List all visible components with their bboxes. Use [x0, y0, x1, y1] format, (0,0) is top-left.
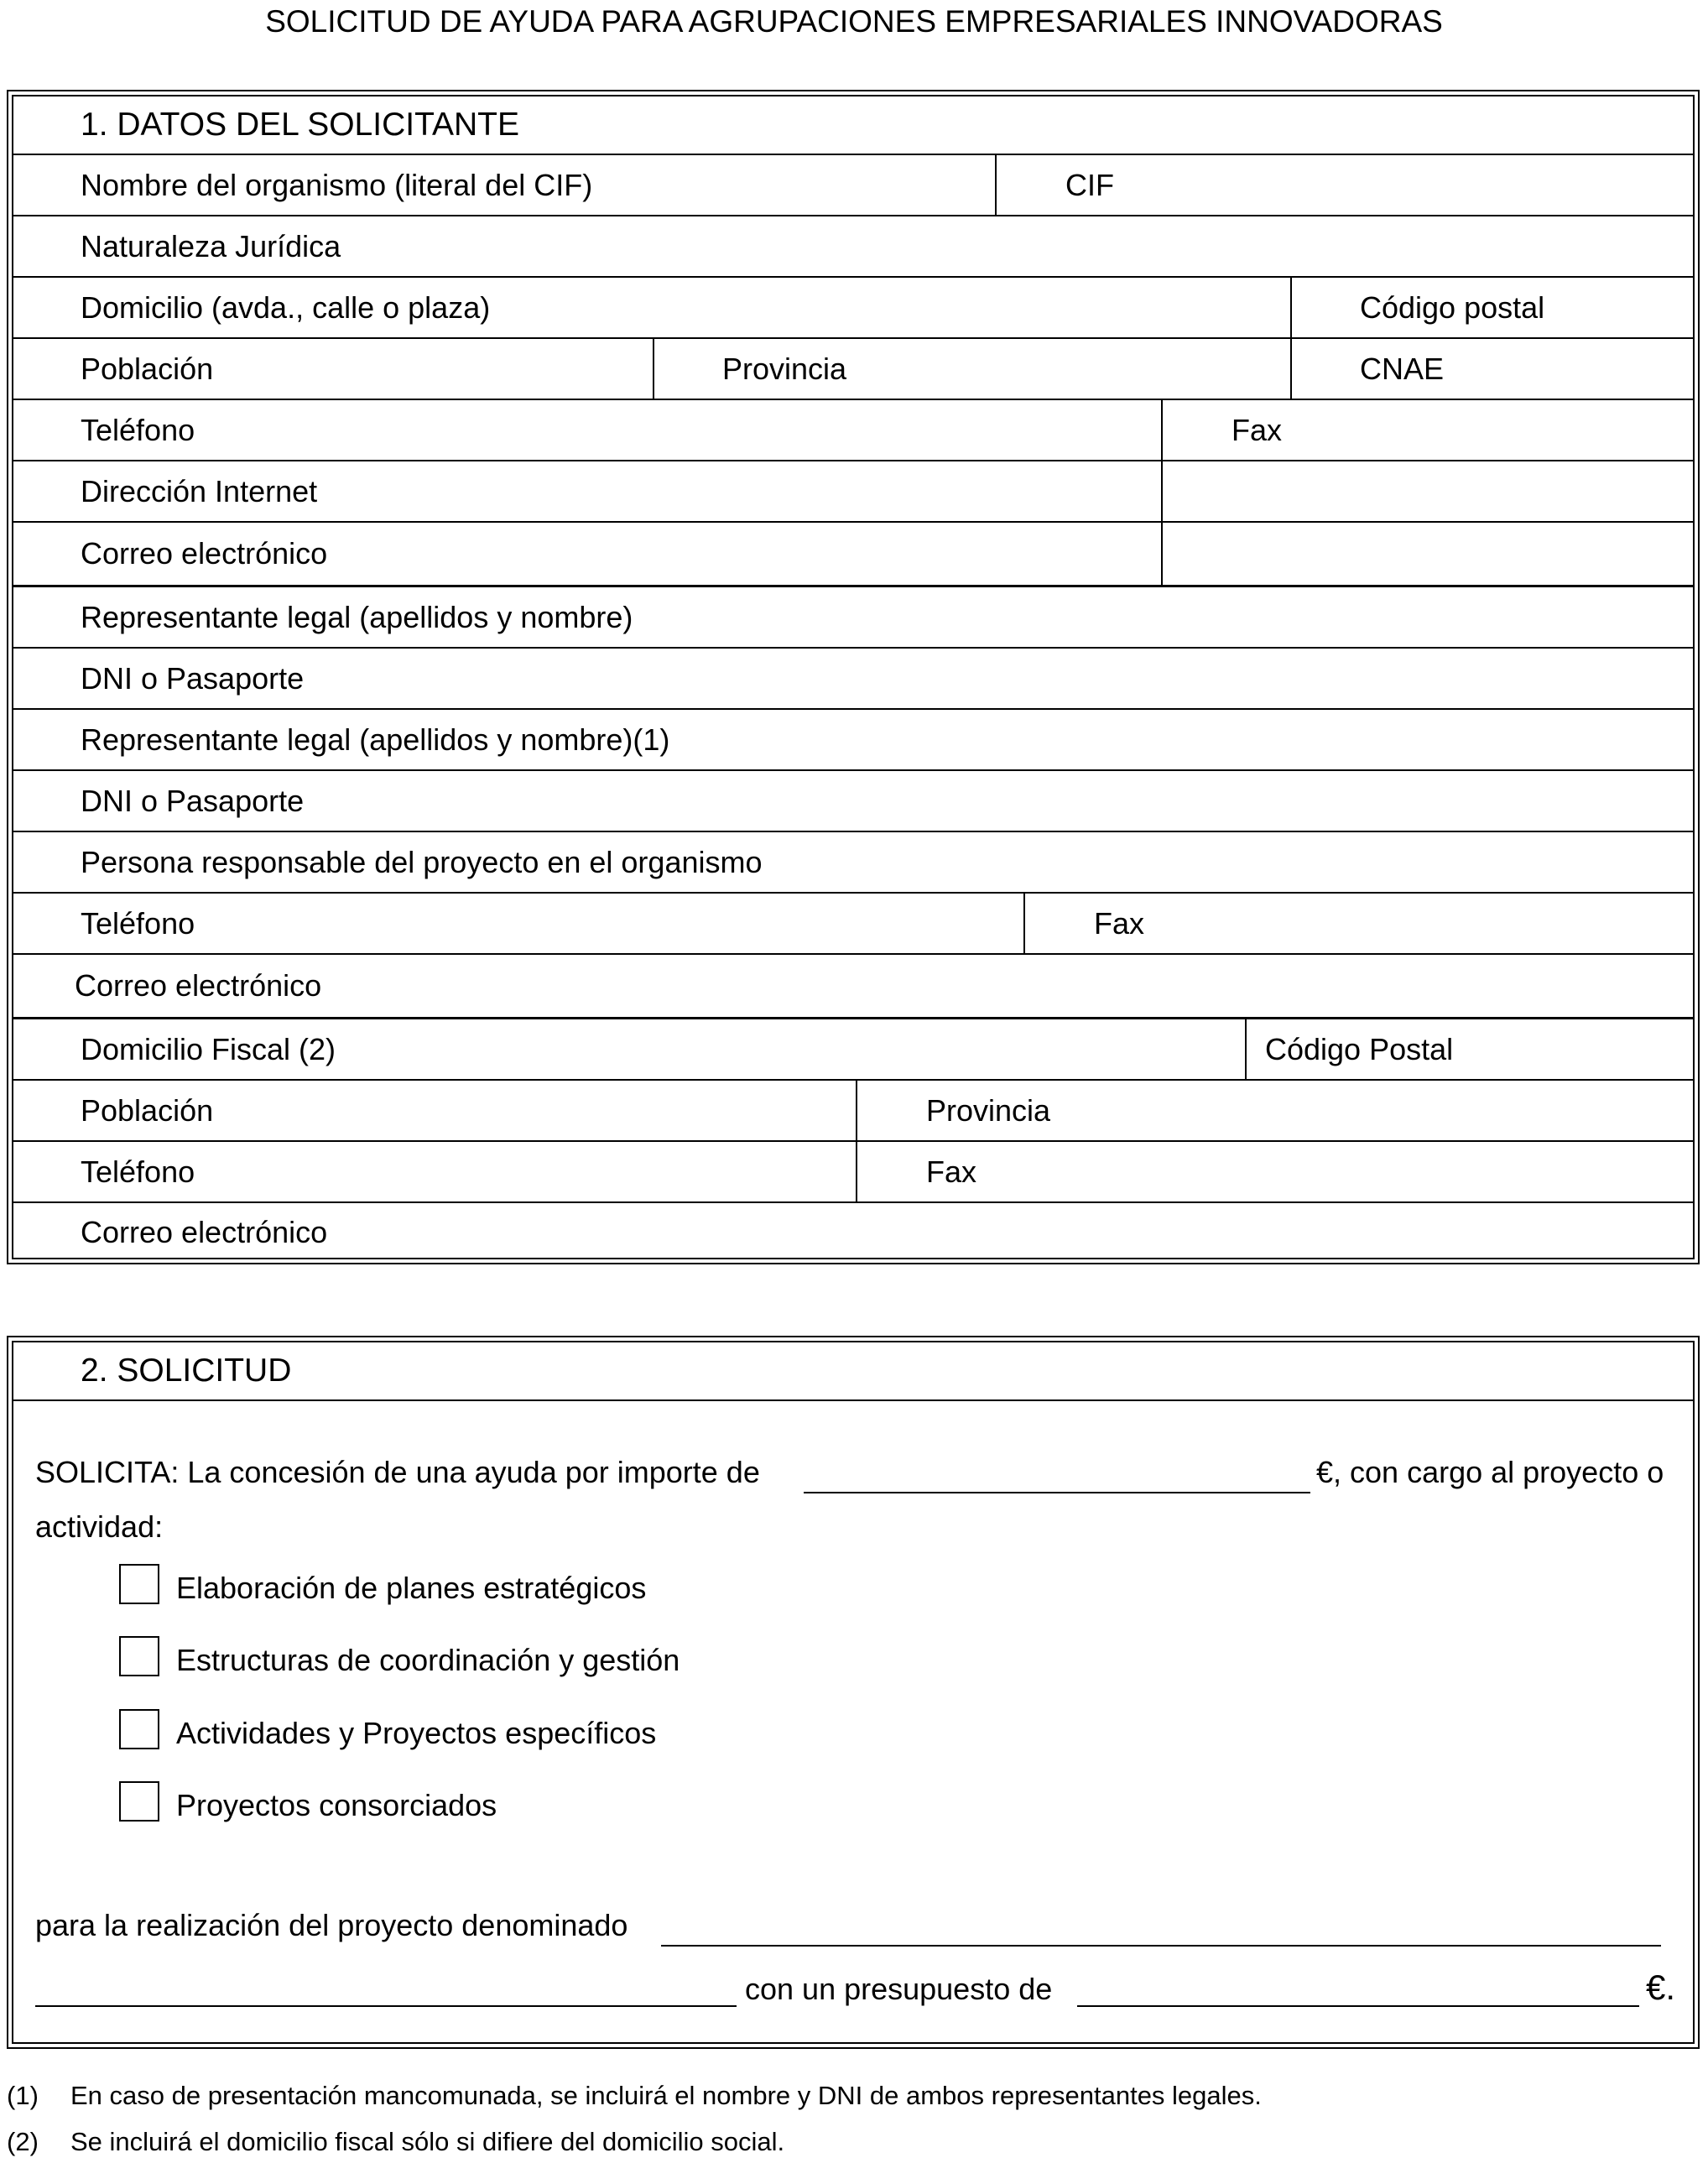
proyecto-nombre-blank[interactable]	[661, 1945, 1661, 1947]
option-label: Estructuras de coordinación y gestión	[176, 1643, 680, 1677]
row-domicilio-fiscal	[13, 1019, 1693, 1081]
representante-legal-2-label: Representante legal (apellidos y nombre)(1)	[81, 722, 670, 757]
row-direccion-internet	[13, 461, 1693, 523]
section-1-inner	[12, 95, 1695, 1259]
row-responsable	[13, 832, 1693, 894]
page-title: SOLICITUD DE AYUDA PARA AGRUPACIONES EMPRESARIALES INNOVADORAS	[265, 4, 1443, 39]
checkbox-proyectos-consorciados[interactable]	[119, 1781, 159, 1822]
domicilio-label: Domicilio (avda., calle o plaza)	[81, 289, 491, 325]
section-1-heading-row	[13, 96, 1693, 155]
row-representante-2	[13, 710, 1693, 771]
divider	[1161, 523, 1163, 585]
row-dni-1	[13, 649, 1693, 710]
footnote-1-number: (1)	[7, 2081, 39, 2110]
codigo-postal-2-label: Código Postal	[1265, 1031, 1454, 1066]
correo-label: Correo electrónico	[81, 536, 328, 571]
row-nombre-cif	[13, 155, 1693, 216]
provincia-2-label: Provincia	[926, 1092, 1051, 1128]
divider	[1290, 339, 1292, 399]
domicilio-fiscal-label: Domicilio Fiscal (2)	[81, 1031, 336, 1066]
row-telefono-2	[13, 894, 1693, 955]
footnote-2-number: (2)	[7, 2127, 39, 2156]
poblacion-label: Población	[81, 351, 214, 386]
section-2-inner	[12, 1341, 1695, 2044]
section-2-heading: 2. SOLICITUD	[81, 1353, 292, 1389]
section-datos-solicitante	[7, 90, 1700, 1264]
divider	[995, 155, 997, 215]
correo-3-label: Correo electrónico	[81, 1214, 328, 1249]
proyecto-nombre-blank-2[interactable]	[35, 2005, 737, 2007]
section-2-heading-row	[13, 1342, 1693, 1401]
row-poblacion	[13, 339, 1693, 400]
presupuesto-text: con un presupuesto de	[745, 1972, 1053, 2006]
row-telefono-3	[13, 1142, 1693, 1203]
divider	[1245, 1019, 1247, 1079]
direccion-internet-label: Dirección Internet	[81, 473, 318, 508]
row-correo-3	[13, 1203, 1693, 1261]
poblacion-2-label: Población	[81, 1092, 214, 1128]
row-naturaleza	[13, 216, 1693, 278]
fax-2-label: Fax	[1094, 905, 1145, 941]
realizacion-text: para la realización del proyecto denominado	[35, 1908, 628, 1942]
fax-label: Fax	[1232, 412, 1283, 447]
row-dni-2	[13, 771, 1693, 832]
presupuesto-blank[interactable]	[1077, 2005, 1639, 2007]
divider	[1290, 278, 1292, 337]
option-label: Actividades y Proyectos específicos	[176, 1716, 657, 1750]
divider	[856, 1081, 857, 1140]
divider	[653, 339, 654, 399]
footnote-1-text: En caso de presentación mancomunada, se incluirá el nombre y DNI de ambos representantes legales.	[70, 2081, 1262, 2110]
dni-label: DNI o Pasaporte	[81, 660, 305, 696]
codigo-postal-label: Código postal	[1360, 289, 1545, 325]
checkbox-planes-estrategicos[interactable]	[119, 1564, 159, 1604]
cif-label: CIF	[1065, 167, 1114, 202]
section-1-heading: 1. DATOS DEL SOLICITANTE	[81, 107, 520, 143]
nombre-organismo-label: Nombre del organismo (literal del CIF)	[81, 167, 593, 202]
row-poblacion-2	[13, 1081, 1693, 1142]
option-label: Proyectos consorciados	[176, 1788, 497, 1822]
divider	[1023, 894, 1025, 953]
naturaleza-juridica-label: Naturaleza Jurídica	[81, 228, 341, 263]
correo-2-label: Correo electrónico	[75, 968, 322, 1003]
divider	[856, 1142, 857, 1201]
actividad-text: actividad:	[35, 1509, 164, 1544]
importe-blank[interactable]	[804, 1492, 1310, 1493]
checkbox-actividades-proyectos[interactable]	[119, 1709, 159, 1749]
solicita-text: SOLICITA: La concesión de una ayuda por importe de	[35, 1455, 760, 1489]
fax-3-label: Fax	[926, 1154, 977, 1189]
divider	[1161, 461, 1163, 521]
option-label: Elaboración de planes estratégicos	[176, 1571, 647, 1605]
provincia-label: Provincia	[722, 351, 847, 386]
cnae-label: CNAE	[1360, 351, 1445, 386]
solicita-post-text: €, con cargo al proyecto o	[1316, 1455, 1664, 1489]
row-correo-2	[13, 955, 1693, 1019]
section-solicitud	[7, 1336, 1700, 2049]
checkbox-estructuras-coordinacion[interactable]	[119, 1636, 159, 1676]
row-correo	[13, 523, 1693, 587]
row-domicilio	[13, 278, 1693, 339]
telefono-2-label: Teléfono	[81, 905, 195, 941]
row-telefono	[13, 400, 1693, 461]
dni-2-label: DNI o Pasaporte	[81, 783, 305, 818]
euro-sign: €.	[1646, 1968, 1676, 2007]
representante-legal-label: Representante legal (apellidos y nombre)	[81, 599, 633, 634]
persona-responsable-label: Persona responsable del proyecto en el organismo	[81, 844, 763, 879]
divider	[1161, 400, 1163, 460]
telefono-3-label: Teléfono	[81, 1154, 195, 1189]
footnote-2-text: Se incluirá el domicilio fiscal sólo si difiere del domicilio social.	[70, 2127, 785, 2156]
row-representante-1	[13, 587, 1693, 649]
telefono-label: Teléfono	[81, 412, 195, 447]
